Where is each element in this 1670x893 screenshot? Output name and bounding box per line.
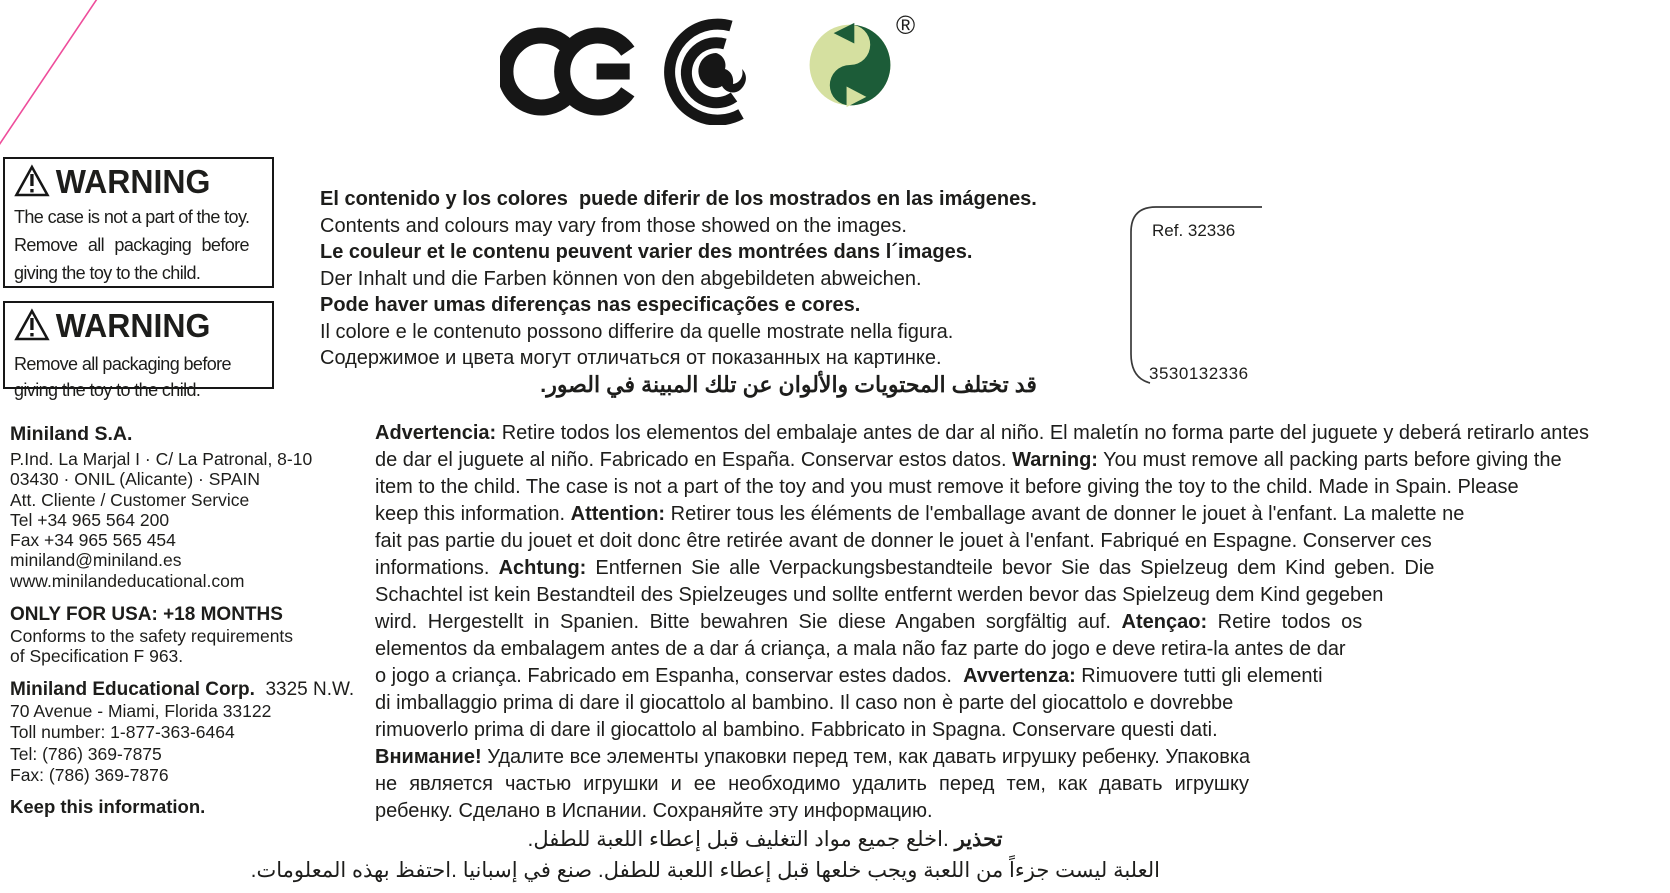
cropmark-line	[0, 0, 120, 160]
warning-triangle-icon	[14, 308, 50, 342]
keep-information-note: Keep this information.	[10, 795, 206, 817]
text-segment: Rimuovere tutti gli elementi	[1075, 665, 1323, 687]
warning-body-line: giving the toy to the child.	[14, 263, 201, 283]
arabic-warning-line	[250, 855, 1160, 886]
corp-address-line: Fax: (786) 369-7876	[10, 765, 169, 786]
arabic-warning-line	[370, 824, 1160, 855]
warning-body-line: Remove all packaging before	[14, 354, 231, 374]
emphasis-keyword: Avvertenza:	[963, 665, 1076, 687]
warning-body	[14, 351, 263, 403]
corp-address	[10, 701, 354, 787]
warning-title-row	[14, 164, 256, 198]
corp-address-line: Tel: (786) 369-7875	[10, 743, 162, 764]
company-name: Miniland S.A.	[10, 423, 133, 445]
company-address-line: P.Ind. La Marjal I · C/ La Patronal, 8-10	[10, 449, 313, 469]
cropmark-stroke	[0, 0, 99, 148]
emphasis-keyword: Warning:	[1012, 449, 1098, 471]
text-segment: .اخلع جميع مواد التغليف قبل إعطاء اللعبة للطفل.	[527, 828, 955, 851]
green-dot-icon	[807, 22, 893, 108]
usa-age-note: ONLY FOR USA: +18 MONTHS	[10, 604, 283, 626]
paragraph-line	[375, 744, 1589, 771]
text-segment: Entfernen Sie alle Verpackungsbestandteile bevor Sie das Spielzeug dem Kind geben. Die	[586, 557, 1435, 579]
paragraph-line	[375, 420, 1589, 447]
paragraph-line	[375, 771, 1589, 798]
text-segment: o jogo a criança. Fabricado em Espanha, conservar estes dados.	[375, 665, 964, 687]
variation-notice-line: Le couleur et le contenu peuvent varier des montrées dans l´images.	[320, 241, 973, 263]
text-segment: Удалите все элементы упаковки перед тем, как давать игрушку ребенку. Упаковка	[481, 746, 1251, 768]
emphasis-keyword: Attention:	[570, 503, 666, 525]
text-segment: informations.	[375, 557, 499, 579]
text-segment: di imballaggio prima di dare il giocattolo al bambino. Il caso non è parte del giocattolo e dovrebbe	[375, 692, 1234, 714]
text-segment: ребенку. Сделано в Испании. Сохраняйте эту информацию.	[375, 800, 933, 822]
ce-mark-icon	[500, 24, 642, 119]
text-segment: item to the child. The case is not a part of the toy and you must remove it before giving the toy to the child. Made in Spain. Please	[375, 476, 1519, 498]
swirl-inner-wave	[698, 53, 746, 93]
usa-compliance-line: of Specification F 963.	[10, 646, 184, 667]
company-address-line: Att. Cliente / Customer Service	[10, 489, 250, 510]
paragraph-line	[375, 690, 1589, 717]
emphasis-keyword: Achtung:	[498, 557, 587, 579]
paragraph-line	[375, 555, 1589, 582]
corp-name-line	[10, 679, 354, 701]
arabic-warning	[250, 824, 1160, 886]
paragraph-line	[375, 717, 1589, 744]
registered-trademark-symbol: ®	[896, 10, 916, 40]
multilingual-warning-paragraph	[375, 420, 1589, 825]
company-address-line: 03430 · ONIL (Alicante) · SPAIN	[10, 469, 260, 490]
company-address	[10, 449, 354, 591]
emphasis-keyword: Advertencia:	[375, 422, 497, 444]
warning-box-case	[3, 157, 274, 288]
usa-compliance	[10, 626, 354, 667]
text-segment: elementos da embalagem antes de a dar á criança, a mala não faz parte do jogo e deve retira-la antes de dar	[375, 638, 1346, 660]
company-address-line: miniland@miniland.es	[10, 550, 182, 571]
text-segment: العلبة ليست جزءاً من اللعبة ويجب خلعها قبل إعطاء اللعبة للطفل. صنع في إسبانيا .احتفظ بهذه المعلومات.	[250, 859, 1160, 882]
paragraph-line	[375, 501, 1589, 528]
emphasis-keyword: Atençao:	[1121, 611, 1208, 633]
paragraph-line	[375, 798, 1589, 825]
corp-address-line: 70 Avenue - Miami, Florida 33122	[10, 700, 272, 721]
warning-title-row	[14, 308, 256, 342]
warning-body-line: giving the toy to the child.	[14, 380, 201, 400]
text-segment: не является частью игрушки и ее необходимо удалить перед тем, как давать игрушку	[375, 773, 1249, 795]
warning-triangle-icon	[14, 164, 50, 198]
text-segment: You must remove all packing parts before giving the	[1097, 449, 1562, 471]
text-segment: rimuoverlo prima di dare il giocattolo al bambino. Fabbricato in Spagna. Conservare questi dati.	[375, 719, 1218, 741]
variation-notice	[320, 186, 1037, 398]
paragraph-line	[375, 582, 1589, 609]
safety-swirl-icon	[661, 13, 761, 125]
warning-body-line: The case is not a part of the toy.	[14, 207, 250, 227]
variation-notice-line: Contents and colours may vary from those showed on the images.	[320, 214, 907, 237]
paragraph-line	[375, 609, 1589, 636]
variation-notice-line: Der Inhalt und die Farben können von den abgebildeten abweichen.	[320, 267, 922, 290]
variation-notice-line: Pode haver umas diferenças nas especificações e cores.	[320, 294, 861, 316]
company-address-line: Fax +34 965 565 454	[10, 530, 176, 551]
emphasis-keyword: Внимание!	[375, 746, 482, 768]
emphasis-keyword: تحذير	[954, 828, 1003, 851]
variation-notice-line: Содержимое и цвета могут отличаться от показанных на картинке.	[320, 347, 942, 369]
text-segment: Retirer tous les éléments de l'emballage avant de donner le jouet à l'enfant. La malette ne	[665, 503, 1465, 525]
warning-body	[14, 203, 263, 287]
paragraph-line	[375, 636, 1589, 663]
warning-title: WARNING	[55, 306, 211, 344]
company-address-line: www.minilandeducational.com	[10, 570, 245, 591]
company-address-line: Tel +34 965 564 200	[10, 509, 170, 530]
ref-number: Ref. 32336	[1152, 221, 1236, 240]
company-column	[10, 422, 354, 817]
text-segment: keep this information.	[375, 503, 571, 525]
variation-notice-line: قد تختلف المحتويات والألوان عن تلك المبينة في الصور.	[540, 371, 1037, 397]
corp-address-start: 3325 N.W.	[254, 678, 355, 700]
paragraph-line	[375, 528, 1589, 555]
paragraph-line	[375, 663, 1589, 690]
text-segment: Retire todos los elementos del embalaje antes de dar al niño. El maletín no forma parte del juguete y deberá retirarlo antes	[496, 422, 1590, 444]
variation-notice-line: El contenido y los colores puede diferir de los mostrados en las imágenes.	[320, 188, 1037, 210]
variation-notice-line: Il colore e le contenuto possono differire da quelle mostrate nella figura.	[320, 320, 954, 343]
corp-address-line: Toll number: 1-877-363-6464	[10, 722, 235, 743]
warning-body-line: Remove all packaging before	[14, 235, 249, 255]
warning-box-packaging	[3, 301, 274, 400]
ref-barcode-number: 3530132336	[1149, 364, 1249, 383]
paragraph-line	[375, 474, 1589, 501]
text-segment: de dar el juguete al niño. Fabricado en España. Conservar estos datos.	[375, 449, 1013, 471]
usa-compliance-line: Conforms to the safety requirements	[10, 626, 294, 647]
warning-title: WARNING	[55, 162, 211, 200]
text-segment: Schachtel ist kein Bestandteil des Spielzeuges und sollte entfernt werden bevor das Spielzeug dem Kind gegeben	[375, 584, 1384, 606]
text-segment: Retire todos os	[1207, 611, 1363, 633]
text-segment: wird. Hergestellt in Spanien. Bitte bewahren Sie diese Angaben sorgfältig auf.	[375, 611, 1122, 633]
corp-name: Miniland Educational Corp.	[10, 678, 255, 700]
paragraph-line	[375, 447, 1589, 474]
text-segment: fait pas partie du jouet et doit donc être retirée avant de donner le jouet à l'enfant. Fabriqué en Espagne. Conserver ces	[375, 530, 1432, 552]
